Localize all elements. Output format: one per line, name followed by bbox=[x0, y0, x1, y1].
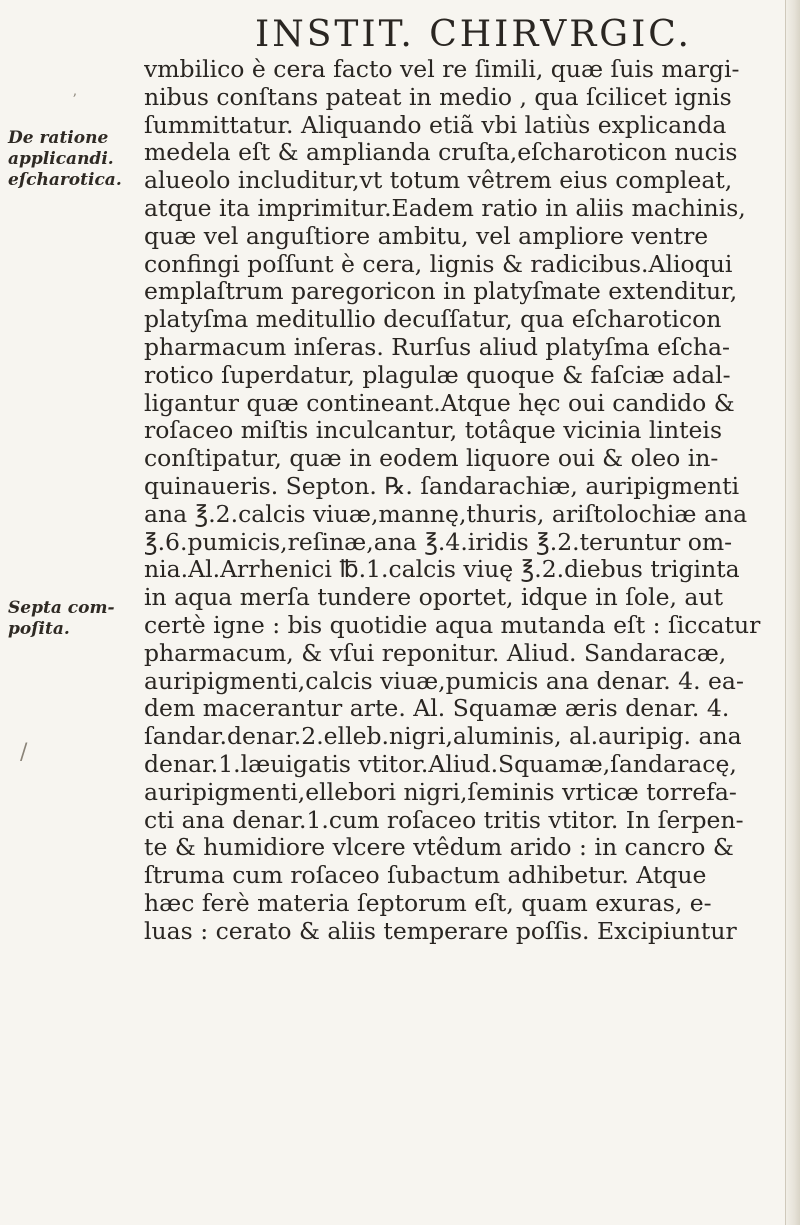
body-text bbox=[144, 56, 788, 946]
margin-note-line: poſita. bbox=[8, 619, 70, 639]
ink-speck: ʼ bbox=[72, 92, 77, 108]
text-line: nia.Al.Arrhenici ℔.1.calcis viuę ℥.2.diebus triginta bbox=[144, 556, 740, 584]
text-line: emplaſtrum paregoricon in platyſmate extenditur, bbox=[144, 278, 738, 306]
text-line: vmbilico è cera facto vel re ſimili, quæ ſuis margi- bbox=[144, 56, 740, 83]
text-line: ℥.6.pumicis,reſinæ,ana ℥.4.iridis ℥.2.teruntur om- bbox=[144, 528, 733, 556]
text-line: ſtruma cum roſaceo ſubactum adhibetur. Atque bbox=[144, 862, 707, 890]
text-line: dem macerantur arte. Al. Squamæ æris denar. 4. bbox=[144, 695, 730, 723]
margin-note-line: De ratione bbox=[8, 128, 109, 148]
text-line: ligantur quæ contineant.Atque hęc oui candido & bbox=[144, 389, 735, 417]
text-line: alueolo includitur,vt totum vêtrem eius compleat, bbox=[144, 167, 733, 195]
text-line: platyſma meditullio decuſſatur, qua eſcharoticon bbox=[144, 306, 722, 334]
text-line: ſummittatur. Aliquando etiã vbi latiùs explicanda bbox=[144, 111, 727, 139]
margin-note-septa bbox=[8, 598, 115, 640]
text-line: luas : cerato & aliis temperare poſſis. Excipiuntur bbox=[144, 917, 737, 945]
margin-note-line: eſcharotica. bbox=[8, 170, 122, 190]
margin-note-line: Septa com- bbox=[8, 598, 115, 618]
text-line: roſaceo miſtis inculcantur, totâque vicinia linteis bbox=[144, 417, 722, 445]
text-line: ana ℥.2.calcis viuæ,mannę,thuris, ariſtolochiæ ana bbox=[144, 500, 748, 528]
text-line: pharmacum, & vſui reponitur. Aliud. Sandaracæ, bbox=[144, 639, 727, 667]
margin-note-line: applicandi. bbox=[8, 149, 114, 169]
text-line: auripigmenti,ellebori nigri,ſeminis vrticæ torrefa- bbox=[144, 778, 737, 806]
text-line: rotico ſuperdatur, plagulæ quoque & faſciæ adal- bbox=[144, 361, 731, 389]
ink-stroke: / bbox=[20, 740, 28, 765]
text-line: denar.1.læuigatis vtitor.Aliud.Squamæ,ſandaracę, bbox=[144, 750, 737, 778]
margin-note-ratione bbox=[8, 128, 122, 191]
text-line: confingi poſſunt è cera, lignis & radicibus.Alioqui bbox=[144, 250, 733, 278]
text-line: conſtipatur, quæ in eodem liquore oui & oleo in- bbox=[144, 445, 719, 473]
text-line: nibus conſtans pateat in medio , qua ſcilicet ignis bbox=[144, 83, 732, 111]
text-line: quinaueris. Septon. ℞. ſandarachiæ, auripigmenti bbox=[144, 472, 740, 500]
text-line: cti ana denar.1.cum roſaceo tritis vtitor. In ſerpen- bbox=[144, 806, 744, 834]
text-line: quæ vel anguſtiore ambitu, vel ampliore ventre bbox=[144, 222, 709, 250]
text-line: ſandar.denar.2.elleb.nigri,aluminis, al.auripig. ana bbox=[144, 723, 742, 751]
text-line: certè igne : bis quotidie aqua mutanda eſt : ſiccatur bbox=[144, 611, 761, 639]
text-line: hæc ferè materia ſeptorum eſt, quam exuras, e- bbox=[144, 889, 712, 917]
text-line: medela eſt & amplianda cruſta,eſcharoticon nucis bbox=[144, 139, 738, 167]
running-head: INSTIT. CHIRVRGIC. bbox=[255, 14, 692, 55]
text-line: atque ita imprimitur.Eadem ratio in aliis machinis, bbox=[144, 194, 746, 222]
text-line: auripigmenti,calcis viuæ,pumicis ana denar. 4. ea- bbox=[144, 667, 744, 695]
text-line: pharmacum inſeras. Rurſus aliud platyſma eſcha- bbox=[144, 333, 730, 361]
text-line: in aqua merſa tundere oportet, idque in ſole, aut bbox=[144, 584, 724, 612]
text-line: te & humidiore vlcere vtêdum arido : in cancro & bbox=[144, 834, 734, 862]
